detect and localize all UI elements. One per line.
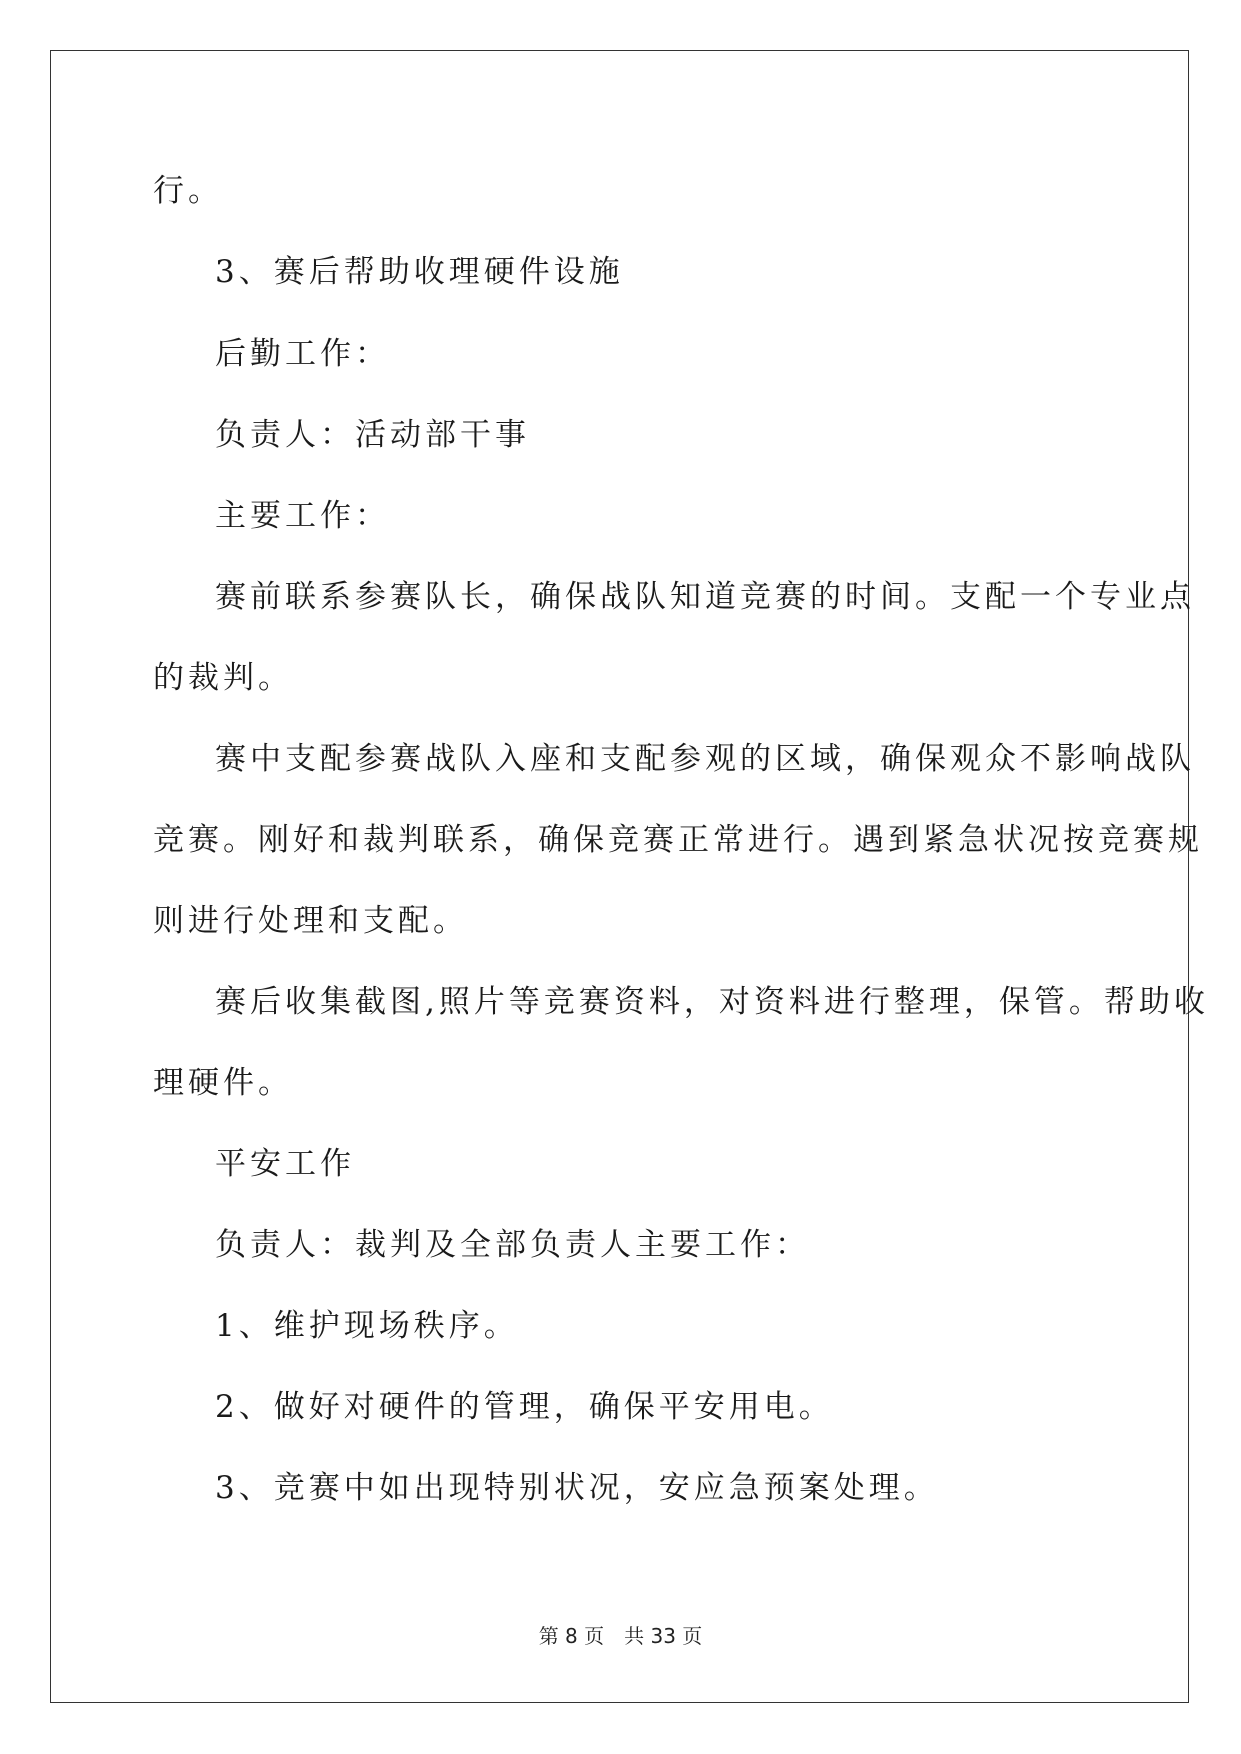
text-line: 主要工作： xyxy=(215,498,390,534)
text-line: 赛前联系参赛队长，确保战队知道竞赛的时间。支配一个专业点 xyxy=(215,579,1195,615)
text-line: 赛后收集截图,照片等竞赛资料，对资料进行整理，保管。帮助收 xyxy=(215,984,1209,1020)
text-line: 赛中支配参赛战队入座和支配参观的区域，确保观众不影响战队 xyxy=(215,741,1195,777)
text-line: 行。 xyxy=(153,173,223,209)
text-line: 则进行处理和支配。 xyxy=(153,903,468,939)
text-line: 负责人：裁判及全部负责人主要工作： xyxy=(215,1227,810,1263)
page-total: 共 33 页 xyxy=(624,1624,703,1648)
text-line: 3、竞赛中如出现特别状况，安应急预案处理。 xyxy=(215,1470,939,1506)
text-line: 平安工作 xyxy=(215,1146,355,1182)
page-number: 第 8 页 xyxy=(538,1624,605,1648)
text-line: 竞赛。刚好和裁判联系，确保竞赛正常进行。遇到紧急状况按竞赛规 xyxy=(153,822,1203,858)
text-line: 负责人：活动部干事 xyxy=(215,417,530,453)
page-border xyxy=(50,50,1189,1703)
text-line: 3、赛后帮助收理硬件设施 xyxy=(215,254,624,290)
text-line: 2、做好对硬件的管理，确保平安用电。 xyxy=(215,1389,834,1425)
text-line: 的裁判。 xyxy=(153,660,293,696)
text-line: 理硬件。 xyxy=(153,1065,293,1101)
page-footer xyxy=(0,1620,1241,1649)
text-line: 1、维护现场秩序。 xyxy=(215,1308,519,1344)
text-line: 后勤工作： xyxy=(215,336,390,372)
